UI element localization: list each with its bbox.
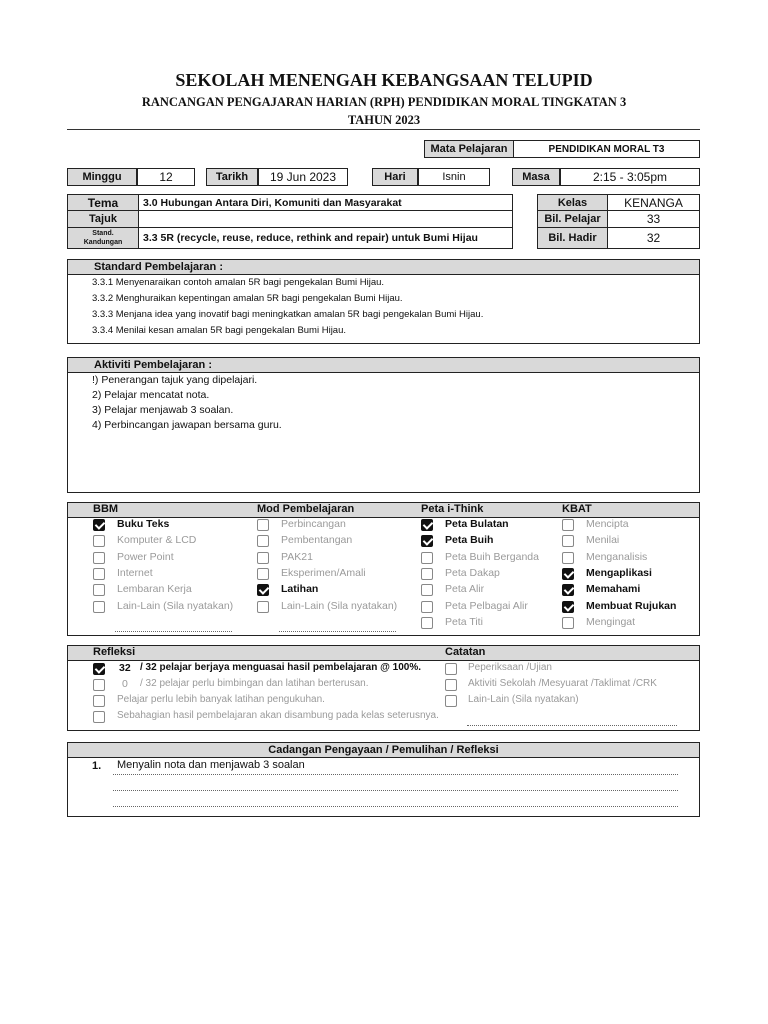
ithink-option-label: Peta Dakap: [445, 566, 500, 579]
kbat-option-checkbox[interactable]: [562, 601, 574, 613]
day-label: Hari: [372, 168, 418, 186]
bbm-option-label: Buku Teks: [117, 518, 170, 530]
reflection-count: 32: [119, 662, 131, 674]
students-value: 33: [607, 210, 700, 228]
kbat-option-checkbox[interactable]: [562, 535, 574, 547]
mode-option-checkbox[interactable]: [257, 519, 269, 531]
reflection-option-label: / 32 pelajar perlu bimbingan dan latihan berterusan.: [140, 678, 369, 689]
standard-item: 3.3.3 Menjana idea yang inovatif bagi meningkatkan amalan 5R bagi pengekalan Bumi Hijau.: [92, 309, 484, 320]
ithink-option-label: Peta Titi: [445, 615, 483, 628]
reflection-option-checkbox[interactable]: [93, 679, 105, 691]
bbm-option-checkbox[interactable]: [93, 584, 105, 596]
kbat-option-label: Memahami: [586, 583, 641, 596]
school-name: SEKOLAH MENENGAH KEBANGSAAN TELUPID: [175, 70, 593, 90]
kbat-option-checkbox[interactable]: [562, 568, 574, 580]
students-label: Bil. Pelajar: [537, 210, 608, 228]
enrichment-text: Menyalin nota dan menjawab 3 soalan: [117, 759, 305, 771]
mode-title: Mod Pembelajaran: [257, 503, 355, 515]
notes-option-checkbox[interactable]: [445, 663, 457, 675]
standard-item: 3.3.2 Menghuraikan kepentingan amalan 5R bagi pengekalan Bumi Hijau.: [92, 293, 403, 304]
bbm-option-label: Lain-Lain (Sila nyatakan): [117, 599, 234, 612]
mode-option-label: Eksperimen/Amali: [281, 566, 366, 579]
document-year: TAHUN 2023: [347, 113, 421, 127]
subject-value: PENDIDIKAN MORAL T3: [513, 140, 700, 158]
bbm-option-checkbox[interactable]: [93, 519, 105, 531]
notes-option-label: Aktiviti Sekolah /Mesyuarat /Taklimat /CRK: [468, 678, 657, 689]
mode-other-line: [279, 631, 396, 632]
kbat-option-label: Menilai: [586, 534, 620, 547]
mode-option-checkbox[interactable]: [257, 535, 269, 547]
activity-section: [67, 357, 700, 493]
present-label: Bil. Hadir: [537, 227, 608, 249]
day-value: Isnin: [418, 168, 490, 186]
ithink-option-checkbox[interactable]: [421, 568, 433, 580]
ithink-option-label: Peta Bulatan: [445, 518, 509, 530]
mode-option-checkbox[interactable]: [257, 552, 269, 564]
enrichment-line: [113, 790, 678, 791]
class-value: KENANGA: [607, 194, 700, 211]
mode-option-label: Latihan: [281, 583, 319, 596]
enrichment-line: [113, 774, 678, 775]
ithink-option-checkbox[interactable]: [421, 535, 433, 547]
mode-option-label: Pembentangan: [281, 534, 353, 547]
ithink-title: Peta i-Think: [421, 503, 484, 515]
standard-item: 3.3.4 Menilai kesan amalan 5R bagi pengekalan Bumi Hijau.: [92, 325, 347, 336]
standard-label: [67, 227, 139, 249]
theme-value: 3.0 Hubungan Antara Diri, Komuniti dan Masyarakat: [138, 194, 513, 211]
ithink-option-label: Peta Pelbagai Alir: [445, 599, 528, 612]
subject-label: Mata Pelajaran: [424, 140, 514, 158]
bbm-option-label: Internet: [117, 566, 153, 579]
mode-option-checkbox[interactable]: [257, 601, 269, 613]
ithink-option-label: Peta Buih: [445, 534, 494, 547]
activity-title: Aktiviti Pembelajaran :: [68, 358, 699, 373]
bbm-option-checkbox[interactable]: [93, 552, 105, 564]
ithink-option-checkbox[interactable]: [421, 601, 433, 613]
kbat-option-label: Menganalisis: [586, 550, 648, 563]
enrichment-title: Cadangan Pengayaan / Pemulihan / Refleksi: [68, 743, 699, 758]
week-label: Minggu: [67, 168, 137, 186]
bbm-option-label: Power Point: [117, 550, 174, 563]
ithink-option-checkbox[interactable]: [421, 519, 433, 531]
bbm-option-checkbox[interactable]: [93, 601, 105, 613]
reflection-title: Refleksi: [93, 646, 136, 658]
bbm-option-checkbox[interactable]: [93, 535, 105, 547]
time-value: 2:15 - 3:05pm: [560, 168, 700, 186]
header-divider: [67, 129, 700, 130]
mode-option-label: Perbincangan: [281, 518, 346, 530]
bbm-other-line: [115, 631, 232, 632]
standard-item: 3.3.1 Menyenaraikan contoh amalan 5R bagi pengekalan Bumi Hijau.: [92, 277, 385, 288]
topic-value: [138, 210, 513, 228]
notes-title: Catatan: [445, 646, 486, 658]
reflection-option-label: Pelajar perlu lebih banyak latihan pengukuhan.: [117, 694, 325, 705]
kbat-option-checkbox[interactable]: [562, 617, 574, 629]
notes-option-label: Peperiksaan /Ujian: [468, 662, 552, 673]
notes-option-label: Lain-Lain (Sila nyatakan): [468, 694, 579, 705]
notes-option-checkbox[interactable]: [445, 679, 457, 691]
reflection-header: [68, 646, 699, 661]
bbm-title: BBM: [93, 503, 119, 515]
kbat-option-checkbox[interactable]: [562, 584, 574, 596]
standard-value: 3.3 5R (recycle, reuse, reduce, rethink and repair) untuk Bumi Hijau: [138, 227, 513, 249]
standard-label-line1: Stand.: [92, 230, 114, 237]
activity-item: 2) Pelajar mencatat nota.: [92, 389, 210, 401]
week-value: 12: [137, 168, 195, 186]
mode-option-label: Lain-Lain (Sila nyatakan): [281, 599, 398, 612]
kbat-option-label: Mencipta: [586, 518, 629, 530]
kbat-title: KBAT: [562, 503, 592, 515]
standard-label-line2: Kandungan: [83, 239, 123, 246]
document-subtitle: RANCANGAN PENGAJARAN HARIAN (RPH) PENDIDIKAN MORAL TINGKATAN 3: [141, 95, 627, 109]
notes-other-line: [467, 725, 677, 726]
notes-option-checkbox[interactable]: [445, 695, 457, 707]
methods-header: [68, 503, 699, 518]
kbat-option-checkbox[interactable]: [562, 519, 574, 531]
mode-option-checkbox[interactable]: [257, 568, 269, 580]
kbat-option-label: Mengaplikasi: [586, 566, 652, 579]
ithink-option-checkbox[interactable]: [421, 552, 433, 564]
bbm-option-checkbox[interactable]: [93, 568, 105, 580]
enrichment-line: [113, 806, 678, 807]
reflection-option-checkbox[interactable]: [93, 663, 105, 675]
date-label: Tarikh: [206, 168, 258, 186]
bbm-option-label: Komputer & LCD: [117, 534, 197, 547]
ithink-option-checkbox[interactable]: [421, 617, 433, 629]
kbat-option-checkbox[interactable]: [562, 552, 574, 564]
theme-label: Tema: [67, 194, 139, 211]
activity-item: !) Penerangan tajuk yang dipelajari.: [92, 374, 258, 386]
topic-label: Tajuk: [67, 210, 139, 228]
reflection-option-checkbox[interactable]: [93, 711, 105, 723]
date-value: 19 Jun 2023: [258, 168, 348, 186]
reflection-count: 0: [122, 678, 128, 690]
enrichment-number: 1.: [92, 760, 102, 772]
reflection-option-label: / 32 pelajar berjaya menguasai hasil pembelajaran @ 100%.: [140, 662, 422, 673]
class-label: Kelas: [537, 194, 608, 211]
standard-section: [67, 259, 700, 344]
ithink-option-label: Peta Alir: [445, 583, 485, 596]
kbat-option-label: Mengingat: [586, 615, 636, 628]
ithink-option-checkbox[interactable]: [421, 584, 433, 596]
time-label: Masa: [512, 168, 560, 186]
bbm-option-label: Lembaran Kerja: [117, 583, 192, 596]
reflection-option-checkbox[interactable]: [93, 695, 105, 707]
mode-option-checkbox[interactable]: [257, 584, 269, 596]
standard-title: Standard Pembelajaran :: [68, 260, 699, 275]
ithink-option-label: Peta Buih Berganda: [445, 550, 539, 563]
activity-item: 4) Perbincangan jawapan bersama guru.: [92, 419, 282, 431]
activity-item: 3) Pelajar menjawab 3 soalan.: [92, 404, 234, 416]
kbat-option-label: Membuat Rujukan: [586, 599, 677, 612]
present-value: 32: [607, 227, 700, 249]
mode-option-label: PAK21: [281, 550, 313, 563]
reflection-option-label: Sebahagian hasil pembelajaran akan disambung pada kelas seterusnya.: [117, 710, 439, 721]
